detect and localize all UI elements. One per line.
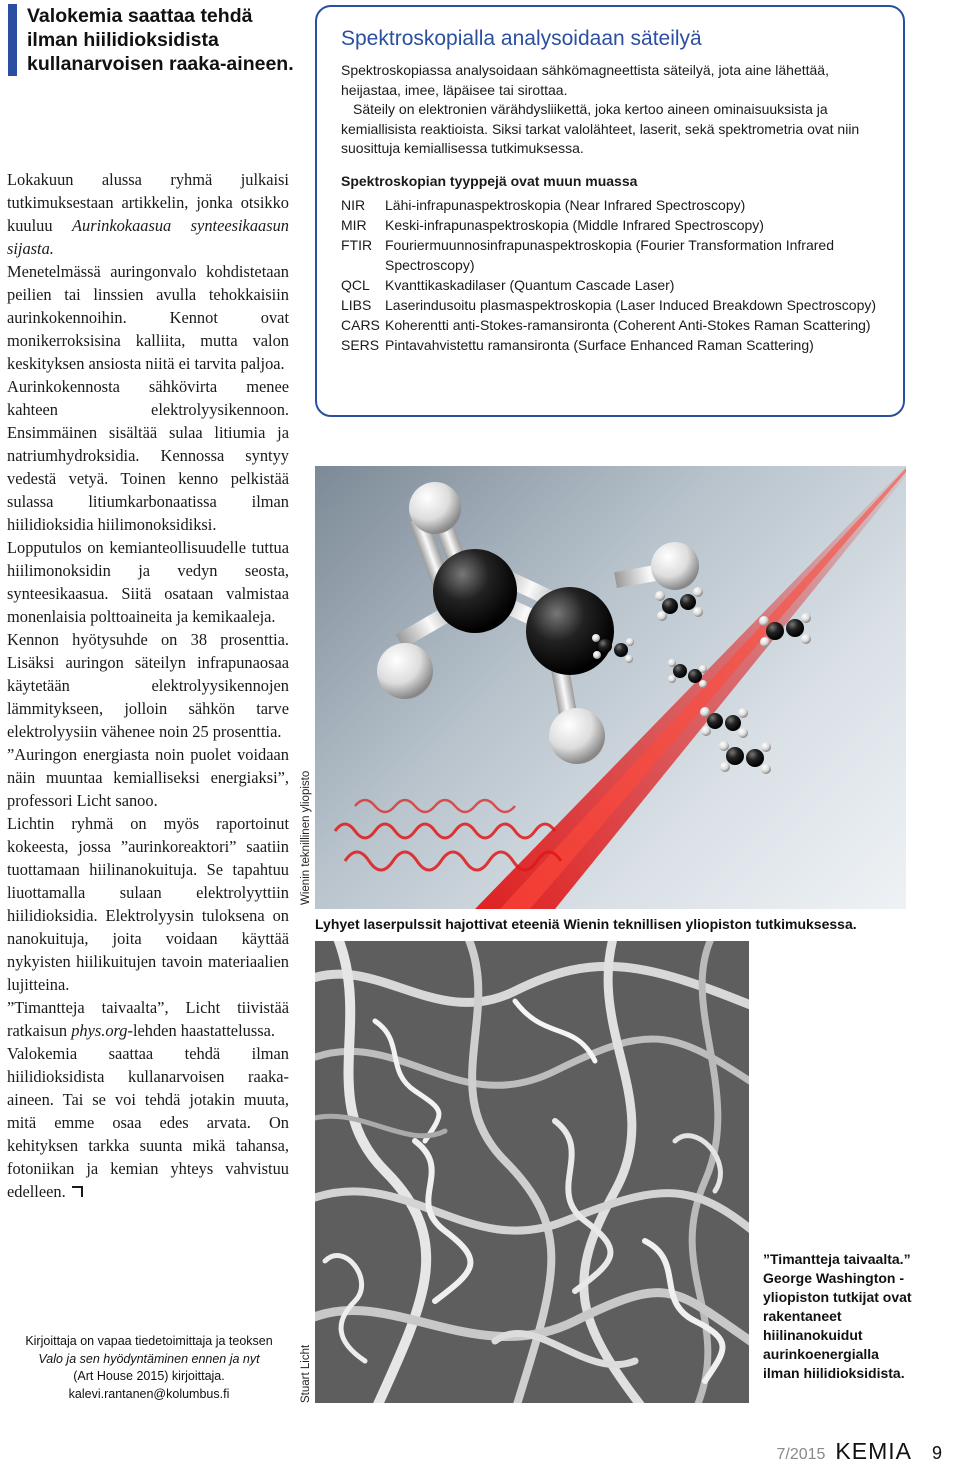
pull-quote: Valokemia saattaa tehdä ilman hiilidioksidista kullanarvoisen raaka-aineen.: [8, 4, 307, 76]
abbreviation-description: Lähi-infrapunaspektroskopia (Near Infrared Spectroscopy): [385, 196, 746, 213]
laser-molecule-illustration: [315, 466, 906, 909]
laser-pulse-wave: [355, 800, 515, 812]
source-reference: phys.org: [71, 1021, 128, 1040]
carbon-nanofiber-photo: [315, 941, 749, 1403]
abbreviation-description: Fouriermuunnosinfrapunaspektroskopia (Fourier Transformation Infrared Spectroscopy): [385, 236, 834, 273]
book-title: Valo ja sen hyödyntäminen ennen ja nyt: [38, 1351, 260, 1366]
abbreviation-description: Pintavahvistettu ramansironta (Surface Enhanced Raman Scattering): [385, 336, 814, 353]
photo-caption: ”Timantteja taivaalta.” George Washington -yliopiston tutkijat ovat rakentaneet hiilinanokuidut aurinkoenergialla ilman hiilidioksidista.: [763, 1251, 912, 1381]
author-note-line: Kirjoittaja on vapaa tiedetoimittaja ja teoksen: [25, 1334, 273, 1348]
info-box: [315, 5, 905, 417]
info-box-title: Spektroskopialla analysoidaan säteilyä: [341, 27, 702, 50]
abbreviation: MIR: [341, 216, 367, 233]
author-note-line: (Art House 2015) kirjoittaja.: [73, 1369, 225, 1383]
page-footer: [776, 1438, 942, 1465]
issue-number: 7/2015: [776, 1446, 826, 1463]
types-list: [341, 195, 883, 355]
laser-molecule-photo: [315, 466, 906, 909]
author-note: [10, 1333, 288, 1403]
list-item: [341, 215, 883, 235]
list-item: [341, 315, 883, 335]
abbreviation-description: Keski-infrapunaspektroskopia (Middle Infrared Spectroscopy): [385, 216, 764, 233]
abbreviation: FTIR: [341, 236, 373, 253]
paragraph: Menetelmässä auringonvalo kohdistetaan peilien tai linssien avulla tehokkaisiin aurinkokennoihin. Kennot ovat monikerroksisina kalliita, mutta valon keskityksen ansiosta niitä ei tarvita paljoa.: [7, 262, 289, 373]
info-box-paragraph: Säteily on elektronien värähdysliikettä, joka kertoo aineen ominaisuuksista ja kemiallisista reaktioista. Siksi tarkat valolähteet, laserit, sekä spektrometria ovat niin suosittuja kemiallisessa tutkimuksessa.: [341, 101, 860, 156]
laser-beam: [475, 466, 906, 909]
author-email[interactable]: kalevi.rantanen@kolumbus.fi: [68, 1386, 230, 1401]
paragraph: Aurinkokennosta sähkövirta menee kahteen elektrolyysikennoon. Ensimmäinen sisältää sulaa litiumia ja natriumhydroksidia. Kennossa syntyy vedestä vetyä. Toinen kenno pelkistää sulassa litiumkarbonaatissa ilman hiilidioksidia hiilimonoksidiksi.: [7, 377, 289, 534]
abbreviation: LIBS: [341, 296, 372, 313]
list-item: [341, 295, 883, 315]
paragraph: ”Timantteja taivaalta”, Licht tiivistää ratkaisun phys.org-lehden haastattelussa.: [7, 998, 289, 1040]
abbreviation-description: Kvanttikaskadilaser (Quantum Cascade Laser): [385, 276, 675, 293]
abbreviation-description: Koherentti anti-Stokes-ramansironta (Coherent Anti-Stokes Raman Scattering): [385, 316, 871, 333]
end-mark-icon: [72, 1186, 83, 1197]
list-item: [341, 195, 883, 215]
abbreviation: SERS: [341, 336, 380, 353]
magazine-name: KEMIA: [835, 1438, 912, 1464]
list-item: [341, 335, 883, 355]
photo-credit: Wienin teknillinen yliopisto: [300, 770, 312, 905]
info-box-paragraph: Spektroskopiassa analysoidaan sähkömagneettista säteilyä, jota aine lähettää, heijastaa, imee, läpäisee tai sirottaa.: [341, 62, 829, 98]
photo-caption: Lyhyet laserpulssit hajottivat eteeniä Wienin teknillisen yliopiston tutkimuksessa.: [315, 916, 857, 932]
page-number: 9: [931, 1443, 942, 1463]
abbreviation: QCL: [341, 276, 370, 293]
paragraph: ”Auringon energiasta noin puolet voidaan näin muuntaa kemialliseksi energiaksi”, professori Licht sanoo.: [7, 745, 289, 810]
paragraph: Lichtin ryhmä on myös raportoinut kokeesta, jossa ”aurinkoreaktori” saatiin tuottamaan hiilinanokuituja. Se tapahtuu liuottamalla sulaan elektrolyyttiin hiilidioksidia. Elektrolyysin tuloksena on nanokuituja, joita voidaan käyttää nykyisten hiilikuitujen tavoin materiaalien lujitteina.: [7, 814, 289, 994]
photo-credit: Stuart Licht: [300, 1344, 312, 1403]
types-title: Spektroskopian tyyppejä ovat muun muassa: [341, 172, 638, 189]
article-title-reference: Aurinkokaasua synteesikaasun sijasta.: [7, 216, 289, 258]
ethene-molecule: [377, 482, 699, 764]
paragraph: Valokemia saattaa tehdä ilman hiilidioksidista kullanarvoisen raaka-aineen. Tai se voi tehdä jotakin muuta, mitä emme osaa edes arvata. On kehityksen tarkka suunta mikä tahansa, fotoniikan ja kemian yhteys vahvistuu edelleen.: [7, 1044, 289, 1201]
article-body: [7, 168, 289, 1203]
list-item: [341, 275, 883, 295]
paragraph: Lopputulos on kemianteollisuudelle tuttua hiilimonoksidin ja vedyn seosta, synteesikaasua. Siitä osataan valmistaa monenlaisia polttoaineita ja kemikaaleja.: [7, 538, 289, 626]
abbreviation: NIR: [341, 196, 366, 213]
nanofiber-illustration: [315, 941, 749, 1403]
abbreviation-description: Laserindusoitu plasmaspektroskopia (Laser Induced Breakdown Spectroscopy): [385, 296, 877, 313]
abbreviation: CARS: [341, 316, 380, 333]
paragraph: Kennon hyötysuhde on 38 prosenttia. Lisäksi auringon säteilyn infrapunaosaa käytetään elektrolyysikennojen lämmitykseen, jolloin sähkön tarve elektrolyysiin vähenee noin 25 prosenttia.: [7, 630, 289, 741]
paragraph: Lokakuun alussa ryhmä julkaisi tutkimuksestaan artikkelin, jonka otsikko kuuluu Aurinkokaasua synteesikaasun sijasta.: [7, 170, 289, 258]
list-item: [341, 235, 883, 275]
laser-pulse-wave: [335, 824, 555, 838]
